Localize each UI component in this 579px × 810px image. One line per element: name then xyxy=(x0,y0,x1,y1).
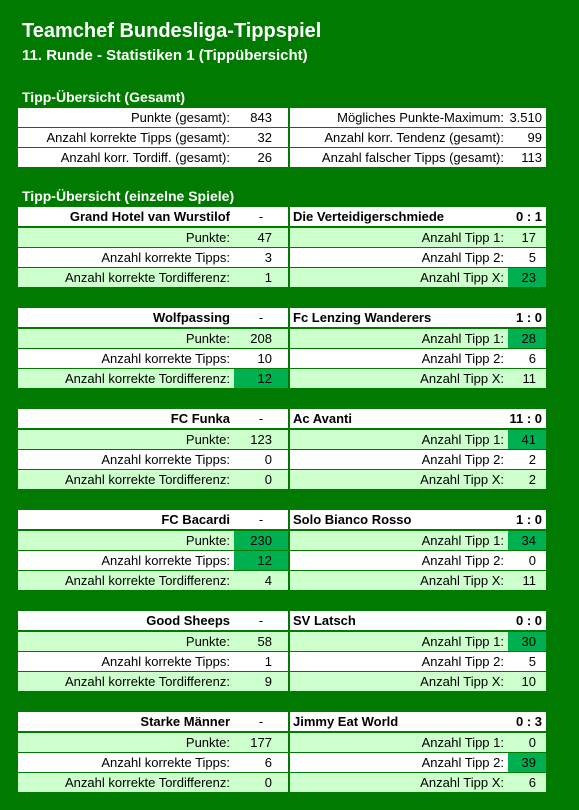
overview-value: 32 xyxy=(234,128,288,147)
away-team: Ac Avanti xyxy=(290,409,508,428)
tip1-value: 41 xyxy=(508,430,546,449)
points-label: Punkte: xyxy=(18,430,234,449)
tipx-label: Anzahl Tipp X: xyxy=(290,672,508,691)
game-header xyxy=(18,207,546,227)
away-team: Jimmy Eat World xyxy=(290,712,508,731)
tipx-value: 23 xyxy=(508,268,546,287)
game-stat-row xyxy=(18,329,546,349)
home-team: Wolfpassing xyxy=(18,308,234,327)
correct-value: 12 xyxy=(234,551,288,570)
overview-label: Anzahl korrekte Tipps (gesamt): xyxy=(18,128,234,147)
game-header xyxy=(18,611,546,631)
correct-label: Anzahl korrekte Tipps: xyxy=(18,551,234,570)
away-team: Die Verteidigerschmiede xyxy=(290,207,508,226)
tip2-label: Anzahl Tipp 2: xyxy=(290,248,508,267)
points-label: Punkte: xyxy=(18,228,234,247)
tipx-value: 11 xyxy=(508,571,546,590)
tipx-label: Anzahl Tipp X: xyxy=(290,571,508,590)
tipx-label: Anzahl Tipp X: xyxy=(290,470,508,489)
tip2-label: Anzahl Tipp 2: xyxy=(290,450,508,469)
overview-label: Punkte (gesamt): xyxy=(18,108,234,127)
correct-value: 10 xyxy=(234,349,288,368)
match-score: 0 : 3 xyxy=(508,712,546,731)
overview-label: Anzahl korr. Tordiff. (gesamt): xyxy=(18,148,234,167)
tipx-value: 10 xyxy=(508,672,546,691)
diff-label: Anzahl korrekte Tordifferenz: xyxy=(18,369,234,388)
tip1-label: Anzahl Tipp 1: xyxy=(290,733,508,752)
tip2-value: 39 xyxy=(508,753,546,772)
overview-label: Mögliches Punkte-Maximum: xyxy=(290,108,508,127)
match-score: 1 : 0 xyxy=(508,308,546,327)
game-stat-row xyxy=(18,753,546,773)
game-stat-row xyxy=(18,632,546,652)
tip1-value: 0 xyxy=(508,733,546,752)
game-stat-row xyxy=(18,551,546,571)
match-score: 1 : 0 xyxy=(508,510,546,529)
overview-row xyxy=(18,108,546,128)
game-stat-row xyxy=(18,531,546,551)
tip2-label: Anzahl Tipp 2: xyxy=(290,652,508,671)
diff-value: 9 xyxy=(234,672,288,691)
away-team: SV Latsch xyxy=(290,611,508,630)
tip1-label: Anzahl Tipp 1: xyxy=(290,329,508,348)
tip1-value: 17 xyxy=(508,228,546,247)
correct-value: 1 xyxy=(234,652,288,671)
tipx-value: 6 xyxy=(508,773,546,792)
tip1-label: Anzahl Tipp 1: xyxy=(290,531,508,550)
overview-heading: Tipp-Übersicht (Gesamt) xyxy=(22,89,186,105)
home-team: FC Funka xyxy=(18,409,234,428)
points-value: 208 xyxy=(234,329,288,348)
game-header xyxy=(18,712,546,732)
tip2-value: 0 xyxy=(508,551,546,570)
diff-value: 0 xyxy=(234,773,288,792)
away-team: Solo Bianco Rosso xyxy=(290,510,508,529)
points-label: Punkte: xyxy=(18,531,234,550)
correct-label: Anzahl korrekte Tipps: xyxy=(18,652,234,671)
tip2-label: Anzahl Tipp 2: xyxy=(290,753,508,772)
page-title: Teamchef Bundesliga-Tippspiel xyxy=(22,20,322,42)
home-team: Good Sheeps xyxy=(18,611,234,630)
games-heading: Tipp-Übersicht (einzelne Spiele) xyxy=(22,188,235,204)
game-stat-row xyxy=(18,369,546,389)
match-score: 0 : 0 xyxy=(508,611,546,630)
match-score: 11 : 0 xyxy=(508,409,546,428)
points-label: Punkte: xyxy=(18,632,234,651)
tipx-value: 11 xyxy=(508,369,546,388)
diff-label: Anzahl korrekte Tordifferenz: xyxy=(18,470,234,489)
overview-value: 99 xyxy=(508,128,546,147)
game-stat-row xyxy=(18,470,546,490)
diff-value: 1 xyxy=(234,268,288,287)
game-header xyxy=(18,510,546,530)
correct-label: Anzahl korrekte Tipps: xyxy=(18,248,234,267)
overview-value: 113 xyxy=(508,148,546,167)
game-stat-row xyxy=(18,430,546,450)
points-value: 230 xyxy=(234,531,288,550)
versus-dash: - xyxy=(234,712,288,731)
correct-value: 3 xyxy=(234,248,288,267)
versus-dash: - xyxy=(234,207,288,226)
away-team: Fc Lenzing Wanderers xyxy=(290,308,508,327)
tip2-value: 5 xyxy=(508,248,546,267)
correct-label: Anzahl korrekte Tipps: xyxy=(18,753,234,772)
tip1-label: Anzahl Tipp 1: xyxy=(290,430,508,449)
versus-dash: - xyxy=(234,510,288,529)
tip2-value: 5 xyxy=(508,652,546,671)
tip1-value: 28 xyxy=(508,329,546,348)
overview-row xyxy=(18,128,546,148)
correct-label: Anzahl korrekte Tipps: xyxy=(18,450,234,469)
game-stat-row xyxy=(18,773,546,793)
game-stat-row xyxy=(18,571,546,591)
tipx-label: Anzahl Tipp X: xyxy=(290,369,508,388)
tipx-value: 2 xyxy=(508,470,546,489)
tip2-label: Anzahl Tipp 2: xyxy=(290,551,508,570)
diff-label: Anzahl korrekte Tordifferenz: xyxy=(18,571,234,590)
game-header xyxy=(18,409,546,429)
game-stat-row xyxy=(18,450,546,470)
diff-label: Anzahl korrekte Tordifferenz: xyxy=(18,773,234,792)
points-value: 123 xyxy=(234,430,288,449)
points-value: 47 xyxy=(234,228,288,247)
versus-dash: - xyxy=(234,611,288,630)
tip1-label: Anzahl Tipp 1: xyxy=(290,228,508,247)
points-value: 177 xyxy=(234,733,288,752)
diff-label: Anzahl korrekte Tordifferenz: xyxy=(18,268,234,287)
versus-dash: - xyxy=(234,308,288,327)
diff-label: Anzahl korrekte Tordifferenz: xyxy=(18,672,234,691)
tipx-label: Anzahl Tipp X: xyxy=(290,268,508,287)
tip1-label: Anzahl Tipp 1: xyxy=(290,632,508,651)
tip2-value: 2 xyxy=(508,450,546,469)
overview-value: 26 xyxy=(234,148,288,167)
overview-row xyxy=(18,148,546,168)
overview-value: 843 xyxy=(234,108,288,127)
points-label: Punkte: xyxy=(18,733,234,752)
diff-value: 4 xyxy=(234,571,288,590)
home-team: FC Bacardi xyxy=(18,510,234,529)
correct-value: 6 xyxy=(234,753,288,772)
versus-dash: - xyxy=(234,409,288,428)
game-stat-row xyxy=(18,672,546,692)
match-score: 0 : 1 xyxy=(508,207,546,226)
home-team: Starke Männer xyxy=(18,712,234,731)
overview-label: Anzahl korr. Tendenz (gesamt): xyxy=(290,128,508,147)
game-stat-row xyxy=(18,349,546,369)
tipx-label: Anzahl Tipp X: xyxy=(290,773,508,792)
game-stat-row xyxy=(18,733,546,753)
correct-value: 0 xyxy=(234,450,288,469)
points-label: Punkte: xyxy=(18,329,234,348)
diff-value: 12 xyxy=(234,369,288,388)
game-stat-row xyxy=(18,228,546,248)
game-stat-row xyxy=(18,652,546,672)
game-stat-row xyxy=(18,268,546,288)
game-header xyxy=(18,308,546,328)
tip1-value: 34 xyxy=(508,531,546,550)
overview-value: 3.510 xyxy=(508,108,546,127)
diff-value: 0 xyxy=(234,470,288,489)
page-subtitle: 11. Runde - Statistiken 1 (Tippübersicht) xyxy=(22,47,308,64)
tip2-label: Anzahl Tipp 2: xyxy=(290,349,508,368)
tip1-value: 30 xyxy=(508,632,546,651)
home-team: Grand Hotel van Wurstilof xyxy=(18,207,234,226)
correct-label: Anzahl korrekte Tipps: xyxy=(18,349,234,368)
points-value: 58 xyxy=(234,632,288,651)
overview-label: Anzahl falscher Tipps (gesamt): xyxy=(290,148,508,167)
game-stat-row xyxy=(18,248,546,268)
tip2-value: 6 xyxy=(508,349,546,368)
